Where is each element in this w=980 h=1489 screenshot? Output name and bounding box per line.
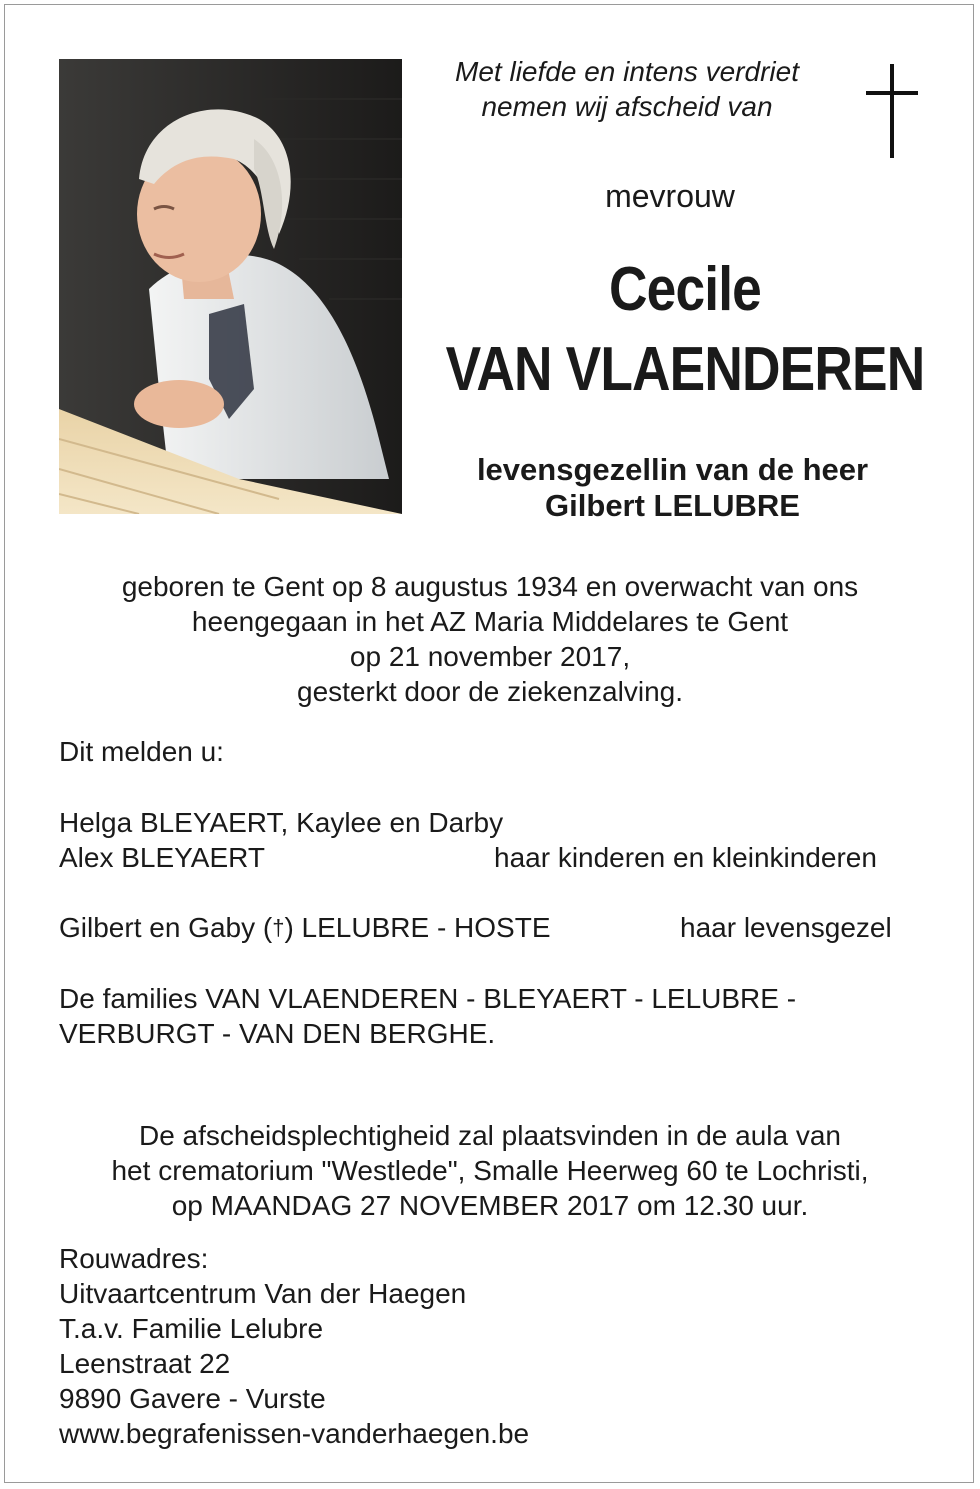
- deceased-first-name: Cecile: [609, 255, 761, 324]
- deceased-last-name: VAN VLAENDEREN: [445, 335, 925, 404]
- intro-line-1: Met liefde en intens verdriet: [455, 56, 799, 87]
- dagger-icon: †: [272, 915, 285, 940]
- ceremony-line-2: het crematorium "Westlede", Smalle Heerweg 60 te Lochristi,: [111, 1155, 869, 1186]
- ceremony-info: [40, 1118, 940, 1223]
- address-city: 9890 Gavere - Vurste: [59, 1383, 326, 1414]
- partner-line-1: levensgezellin van de heer: [476, 452, 869, 487]
- birth-line-3: op 21 november 2017,: [349, 641, 631, 672]
- intro-line-2: nemen wij afscheid van: [481, 91, 773, 122]
- children-line-2: Alex BLEYAERT: [59, 842, 265, 873]
- cross-icon: [862, 64, 922, 158]
- address-label: Rouwadres:: [59, 1243, 209, 1274]
- families-line-1: De families VAN VLAENDEREN - BLEYAERT - LELUBRE -: [59, 983, 797, 1014]
- address-attention: T.a.v. Familie Lelubre: [59, 1313, 324, 1344]
- announcement: Dit melden u:: [59, 736, 224, 767]
- address-website[interactable]: www.begrafenissen-vanderhaegen.be: [59, 1418, 530, 1449]
- partner-role: haar levensgezel: [680, 912, 892, 943]
- ceremony-line-3: op MAANDAG 27 NOVEMBER 2017 om 12.30 uur.: [171, 1190, 809, 1221]
- ceremony-line-1: De afscheidsplechtigheid zal plaatsvinden in de aula van: [138, 1120, 842, 1151]
- partner-names-a: Gilbert en Gaby (: [59, 912, 273, 943]
- birth-death-text: [40, 569, 940, 709]
- partner-line-2: Gilbert LELUBRE: [545, 488, 800, 523]
- partner-info: [420, 452, 925, 524]
- partner-names-b: ) LELUBRE - HOSTE: [284, 912, 551, 943]
- families-line-2: VERBURGT - VAN DEN BERGHE.: [59, 1018, 496, 1049]
- children-role: haar kinderen en kleinkinderen: [494, 842, 877, 873]
- address-company: Uitvaartcentrum Van der Haegen: [59, 1278, 467, 1309]
- intro-text: [412, 54, 842, 124]
- honorific: mevrouw: [605, 178, 735, 214]
- portrait-photo: [59, 59, 402, 514]
- birth-line-4: gesterkt door de ziekenzalving.: [297, 676, 683, 707]
- families-list: [59, 981, 919, 1051]
- birth-line-1: geboren te Gent op 8 augustus 1934 en overwacht van ons: [121, 571, 859, 602]
- birth-line-2: heengegaan in het AZ Maria Middelares te Gent: [191, 606, 789, 637]
- mourning-address: [59, 1241, 529, 1451]
- children-line-1: Helga BLEYAERT, Kaylee en Darby: [59, 807, 504, 838]
- address-street: Leenstraat 22: [59, 1348, 231, 1379]
- partner-names: [59, 910, 551, 945]
